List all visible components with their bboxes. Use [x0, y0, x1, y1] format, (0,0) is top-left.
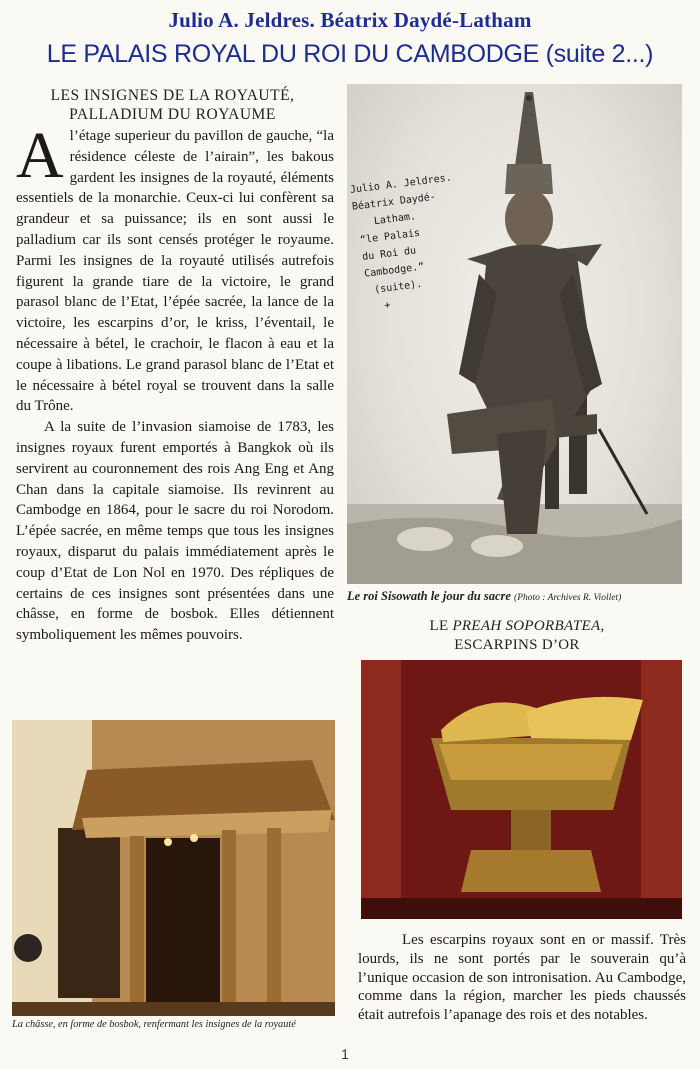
handwriting-line: du Roi du: [361, 245, 417, 263]
handwriting-line: Latham.: [373, 211, 417, 228]
section-heading-escarpins: [352, 617, 682, 655]
handwriting-line: Julio A. Jeldres.: [349, 172, 453, 196]
page-title: LE PALAIS ROYAL DU ROI DU CAMBODGE (suite 2...): [46, 40, 654, 68]
king-illustration: [347, 84, 682, 584]
handwriting-line: +: [383, 299, 392, 312]
handwriting-line: Cambodge.”: [363, 261, 425, 280]
section-heading-2-line2: ESCARPINS D’OR: [454, 637, 580, 653]
page-number: 1: [341, 1046, 349, 1062]
photo-credit: (Photo : Archives R. Viollet): [514, 593, 622, 603]
article-body: [16, 119, 334, 646]
handwriting-line: Béatrix Daydé-: [351, 191, 437, 213]
handwriting-line: “le Palais: [359, 227, 421, 247]
caption-king: [347, 589, 687, 604]
handwriting-line: (suite).: [373, 278, 423, 296]
paragraph-1-text: l’étage superieur du pavillon de gauche, “la résidence céleste de l’airain”, les bakous gardent les insignes de la royauté, éléments essentiels de la monarchie. Ceux-ci lui confèrent sa grandeur et sa puissance; ils en sont aussi le palladium car ils sont censés protéger le royaume. Parmi les insignes de la royauté utilisés autrefois figurent la grande tiare de la victoire, le grand parasol blanc de l’Etat, l’épée sacrée, la lance de la victoire, les escarpins d’or, le kriss, l’éventail, le nécessaire à bétel, le crachoir, le flacon à eau et la coupe à libations. Le grand parasol blanc de l’Etat et le nécessaire à bétel royal se trouvent dans la salle du Trône.: [16, 128, 334, 415]
caption-king-text: Le roi Sisowath le jour du sacre: [347, 589, 511, 603]
paragraph-1: [16, 119, 334, 417]
section-heading-line2: PALLADIUM DU ROYAUME: [69, 106, 276, 123]
photo-king-sisowath: [347, 84, 682, 584]
handwritten-note: [349, 170, 467, 317]
slippers-illustration: [361, 660, 682, 919]
heading-italic: PREAH SOPORBATEA: [452, 618, 601, 634]
shrine-illustration: [12, 720, 335, 1016]
section-heading-line1: LES INSIGNES DE LA ROYAUTÉ,: [50, 87, 295, 104]
photo-golden-slippers: [361, 660, 682, 919]
heading-suffix: ,: [600, 618, 605, 634]
heading-prefix: LE: [429, 618, 453, 634]
paragraph-2: A la suite de l’invasion siamoise de 1783, les insignes royaux furent emportés à Bangkok où ils servirent au couronnement des rois Ang Eng et Ang Chan dans la capitale siamoise. Ils revinrent au Cambodge en 1864, pour le sacre du roi Norodom. L’épée sacrée, en même temps que tous les insignes royaux, disparut du palais immédiatement après le coup d’Etat de Lon Nol en 1970. Des répliques de certains de ces insignes sont présentées dans une châsse, en forme de bosbok. Elles détiennent symboliquement les mêmes pouvoirs.: [16, 419, 334, 644]
escarpins-paragraph: Les escarpins royaux sont en or massif. Très lourds, ils ne sont portés par le souverain qu’à l’unique occasion de son intronisation. Au Cambodge, comme dans la région, marcher les pieds chaussés était autrefois l’apanage des rois et des notables.: [358, 932, 686, 1024]
caption-shrine: La châsse, en forme de bosbok, renfermant les insignes de la royauté: [12, 1019, 296, 1030]
authors-line: Julio A. Jeldres. Béatrix Daydé-Latham: [168, 8, 532, 32]
section-heading-2-line1: [352, 617, 682, 636]
drop-cap: A: [16, 119, 64, 192]
photo-shrine-bosbok: [12, 720, 335, 1016]
